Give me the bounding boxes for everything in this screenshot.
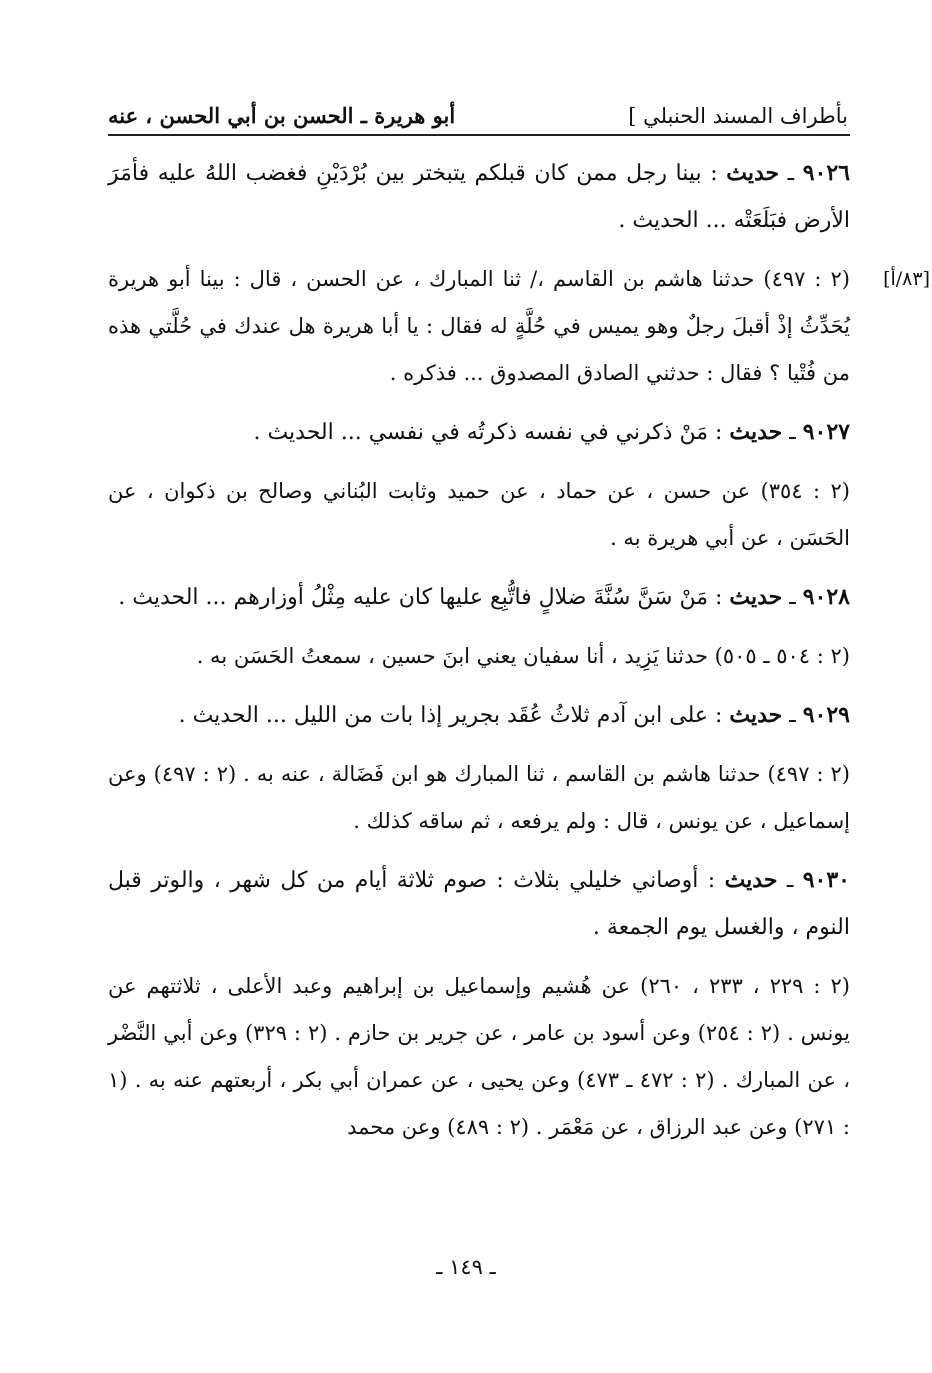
hadith-number: ٩٠٢٩ <box>802 702 850 728</box>
hadith-entry: ٩٠٢٩ ـ حديث : على ابن آدم ثلاثُ عُقَد بجرير إذا بات من الليل ... الحديث . <box>178 702 850 728</box>
hadith-keyword: حديث <box>729 419 783 445</box>
hadith-number: ٩٠٢٨ <box>802 584 850 610</box>
header-section-title: أبو هريرة ـ الحسن بن أبي الحسن ، عنه <box>108 103 456 128</box>
hadith-number: ٩٠٢٧ <box>802 419 850 445</box>
source-text: (٢ : ٢٢٩ ، ٢٣٣ ، ٢٦٠) عن هُشيم وإسماعيل بن إبراهيم وعبد الأعلى ، ثلاثتهم عن يونس . (٢ : ٢٥٤) وعن أسود بن عامر ، عن جرير بن حازم . (٢ : ٣٢٩) وعن أبي النَّضْر ، عن المبارك . (٢ : ٤٧٢ ـ ٤٧٣) وعن يحيى ، عن عمران أبي بكر ، أربعتهم عنه به . (١ : ٢٧١) وعن عبد الرزاق ، عن مَعْمَر . (٢ : ٤٨٩) وعن محمد <box>108 974 851 1139</box>
hadith-keyword: حديث <box>729 702 783 728</box>
page-body <box>108 150 930 1163</box>
hadith-keyword: حديث <box>729 584 783 610</box>
margin-reference: [٨٣/أ] <box>883 268 930 290</box>
hadith-source <box>108 256 930 397</box>
source-text: (٢ : ٤٩٧) حدثنا هاشم بن القاسم ،/ ثنا المبارك ، عن الحسن ، قال : بينا أبو هريرة يُحَدِّثُ إذْ أقبلَ رجلٌ وهو يميس في حُلَّةٍ له فقال : يا أبا هريرة هل عندك في حُلَّتي هذه من فُتْيا ؟ فقال : حدثني الصادق المصدوق ... فذكره . <box>108 267 850 385</box>
hadith-number: ٩٠٢٦ <box>802 160 850 186</box>
hadith-source <box>108 468 850 562</box>
hadith-keyword: حديث <box>724 867 778 893</box>
header-rule <box>108 134 850 136</box>
running-header <box>108 92 848 128</box>
page-number: ـ ١٤٩ ـ <box>436 1255 496 1279</box>
hadith-text: : على ابن آدم ثلاثُ عُقَد بجرير إذا بات من الليل ... الحديث . <box>178 703 723 728</box>
source-text: (٢ : ٣٥٤) عن حسن ، عن حماد ، عن حميد وثابت البُناني وصالح بن ذكوان ، عن الحَسَن ، عن أبي هريرة به . <box>108 479 850 550</box>
hadith-source <box>108 633 850 680</box>
hadith-entry: ٩٠٢٦ ـ حديث : بينا رجل ممن كان قبلكم يتبختر بين بُرْدَيْنِ فغضب اللهُ عليه فأمَرَ الأرض فبَلَعَتْه ... الحديث . <box>108 160 850 233</box>
hadith-text: : مَنْ ذكرني في نفسه ذكرتُه في نفسي ... الحديث . <box>253 420 723 445</box>
hadith-entry: ٩٠٢٨ ـ حديث : مَنْ سَنَّ سُنَّةَ ضلالٍ فاتُّبِع عليها كان عليه مِثْلُ أوزارهم ... الحديث . <box>118 584 850 610</box>
hadith-entry: ٩٠٢٧ ـ حديث : مَنْ ذكرني في نفسه ذكرتُه في نفسي ... الحديث . <box>253 419 850 445</box>
hadith-number: ٩٠٣٠ <box>802 867 850 893</box>
hadith-entry: ٩٠٣٠ ـ حديث : أوصاني خليلي بثلاث : صوم ثلاثة أيام من كل شهر ، والوتر قبل النوم ، والغسل يوم الجمعة . <box>108 867 850 940</box>
hadith-source <box>108 751 850 845</box>
source-text: (٢ : ٥٠٤ ـ ٥٠٥) حدثنا يَزِيد ، أنا سفيان يعني ابنَ حسين ، سمعتُ الحَسَن به . <box>196 644 850 668</box>
hadith-source <box>108 963 850 1151</box>
hadith-text: : بينا رجل ممن كان قبلكم يتبختر بين بُرْدَيْنِ فغضب اللهُ عليه فأمَرَ الأرض فبَلَعَتْه ... الحديث . <box>108 161 850 233</box>
hadith-text: : مَنْ سَنَّ سُنَّةَ ضلالٍ فاتُّبِع عليها كان عليه مِثْلُ أوزارهم ... الحديث . <box>118 585 723 610</box>
header-book-title: بأطراف المسند الحنبلي ] <box>628 104 848 128</box>
hadith-text: : أوصاني خليلي بثلاث : صوم ثلاثة أيام من كل شهر ، والوتر قبل النوم ، والغسل يوم الجمعة . <box>108 868 850 940</box>
source-text: (٢ : ٤٩٧) حدثنا هاشم بن القاسم ، ثنا المبارك هو ابن فَضَالة ، عنه به . (٢ : ٤٩٧) وعن إسماعيل ، عن يونس ، قال : ولم يرفعه ، ثم ساقه كذلك . <box>108 762 850 833</box>
hadith-keyword: حديث <box>726 160 780 186</box>
